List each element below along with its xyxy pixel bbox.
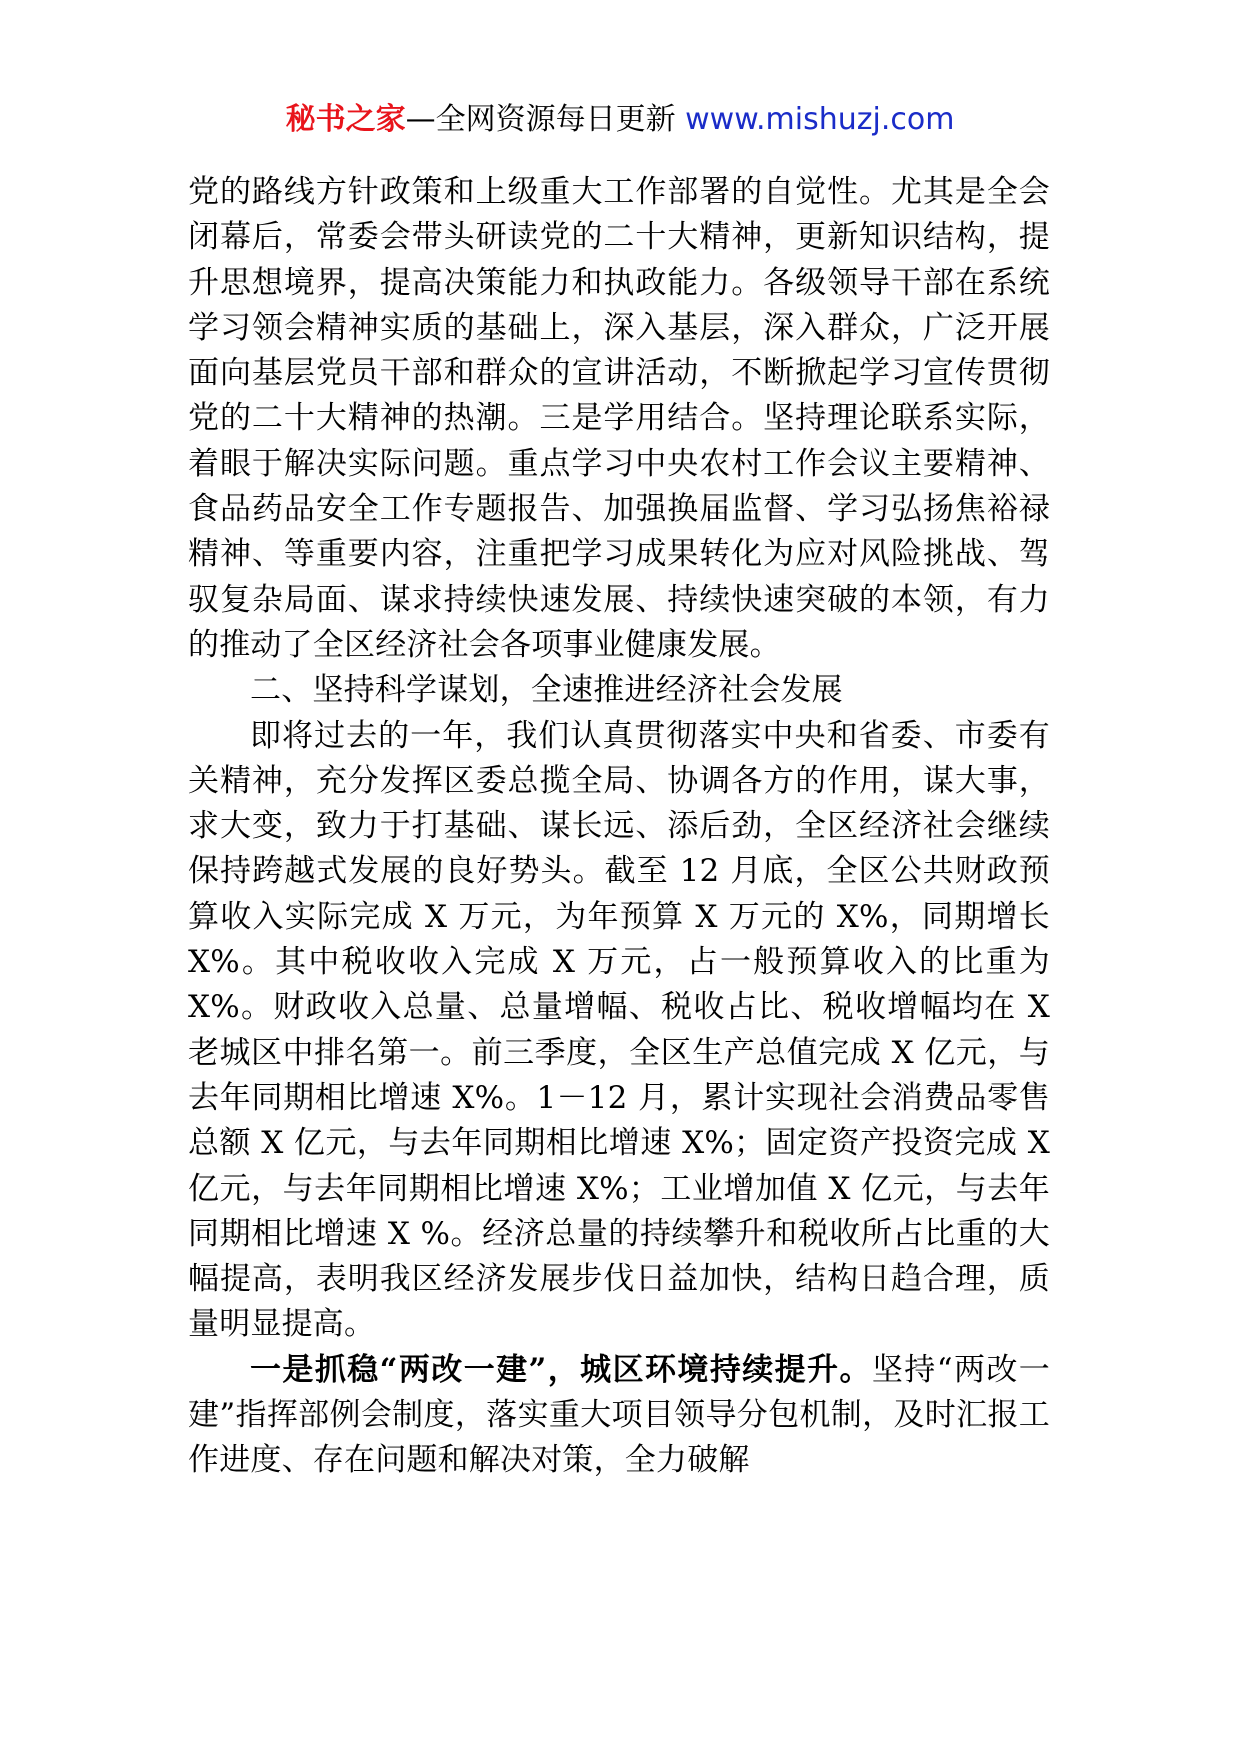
paragraph-lead-rest: 坚持“两改一建”指挥部例会制度，落实重大项目领导分包机制，及时汇报工作进度、存在问题和解决对策，全力破解 xyxy=(188,1351,1050,1479)
header-brand: 秘书之家 xyxy=(285,102,406,137)
header-site-link[interactable]: www.mishuzj.com xyxy=(685,102,955,137)
header-tagline: —全网资源每日更新 xyxy=(405,102,686,137)
paragraph-lead-bold: 一是抓稳“两改一建”，城区环境持续提升。 xyxy=(250,1351,872,1388)
section-heading-2: 二、坚持科学谋划，全速推进经济社会发展 xyxy=(250,672,843,709)
paragraph-economy: 即将过去的一年，我们认真贯彻落实中央和省委、市委有关精神，充分发挥区委总揽全局、协调各方的作用，谋大事，求大变，致力于打基础、谋长远、添后劲，全区经济社会继续保持跨越式发展的良好势头。截至 12 月底，全区公共财政预算收入实际完成 X 万元，为年预算 X 万元的 X%，同期增长 X%。其中税收收入完成 X 万元，占一般预算收入的比重为 X%。财政收入总量、总量增幅、税收占比、税收增幅均在 X 老城区中排名第一。前三季度，全区生产总值完成 X 亿元，与去年同期相比增速 X%。1－12 月，累计实现社会消费品零售总额 X 亿元，与去年同期相比增速 X%；固定资产投资完成 X 亿元，与去年同期相比增速 X%；工业增加值 X 亿元，与去年同期相比增速 X %。经济总量的持续攀升和税收所占比重的大幅提高，表明我区经济发展步伐日益加快，结构日趋合理，质量明显提高。 xyxy=(188,717,1050,1343)
page-header xyxy=(0,98,1240,142)
paragraph-urban-environment xyxy=(188,1348,1050,1484)
document-body xyxy=(188,170,1050,1484)
paragraph-continued: 党的路线方针政策和上级重大工作部署的自觉性。尤其是全会闭幕后，常委会带头研读党的二十大精神，更新知识结构，提升思想境界，提高决策能力和执政能力。各级领导干部在系统学习领会精神实质的基础上，深入基层，深入群众，广泛开展面向基层党员干部和群众的宣讲活动，不断掀起学习宣传贯彻党的二十大精神的热潮。三是学用结合。坚持理论联系实际，着眼于解决实际问题。重点学习中央农村工作会议主要精神、食品药品安全工作专题报告、加强换届监督、学习弘扬焦裕禄精神、等重要内容，注重把学习成果转化为应对风险挑战、驾驭复杂局面、谋求持续快速发展、持续快速突破的本领，有力的推动了全区经济社会各项事业健康发展。 xyxy=(188,174,1050,663)
